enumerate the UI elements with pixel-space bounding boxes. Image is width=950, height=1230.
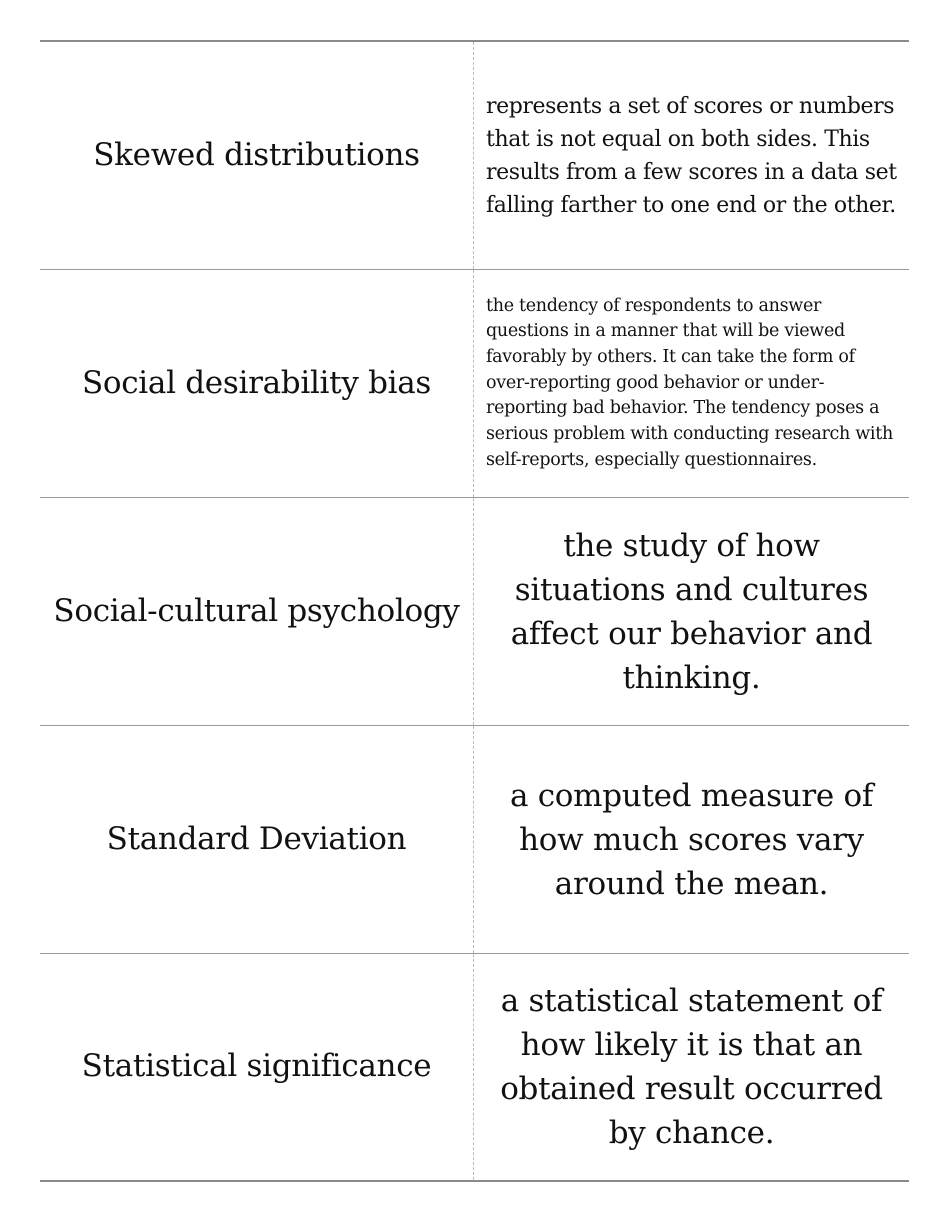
flashcard-row	[40, 954, 909, 1182]
term-cell	[40, 726, 474, 953]
definition-cell	[474, 954, 909, 1180]
term-cell	[40, 270, 474, 497]
flashcard-row	[40, 726, 909, 954]
definition-text: a statistical statement of how likely it is that an obtained result occurred by chance.	[500, 983, 883, 1151]
definition-cell	[474, 270, 909, 497]
definition-cell	[474, 42, 909, 269]
term-cell	[40, 954, 474, 1180]
term-text: Skewed distributions	[93, 136, 420, 173]
definition-text: a computed measure of how much scores vary around the mean.	[509, 777, 874, 902]
definition-text: the study of how situations and cultures affect our behavior and thinking.	[510, 527, 873, 696]
term-cell	[40, 498, 474, 725]
term-text: Standard Deviation	[106, 820, 407, 857]
flashcard-row	[40, 42, 909, 270]
term-cell	[40, 42, 474, 269]
definition-text: the tendency of respondents to answer questions in a manner that will be viewed favorably by others. It can take the form of over-reporting good behavior or under-reporting bad behavior. The tendency poses a serious problem with conducting research with self-reports, especially questionnaires.	[486, 295, 893, 470]
flashcard-row	[40, 270, 909, 498]
flashcard-row	[40, 498, 909, 726]
term-text: Statistical significance	[81, 1048, 432, 1085]
definition-cell	[474, 498, 909, 725]
term-text: Social desirability bias	[81, 364, 432, 401]
flashcard-sheet	[40, 40, 909, 1182]
definition-cell	[474, 726, 909, 953]
definition-text: represents a set of scores or numbers that is not equal on both sides. This results from a few scores in a data set falling farther to one end or the other.	[486, 93, 897, 218]
term-text: Social-cultural psychology	[53, 592, 460, 629]
